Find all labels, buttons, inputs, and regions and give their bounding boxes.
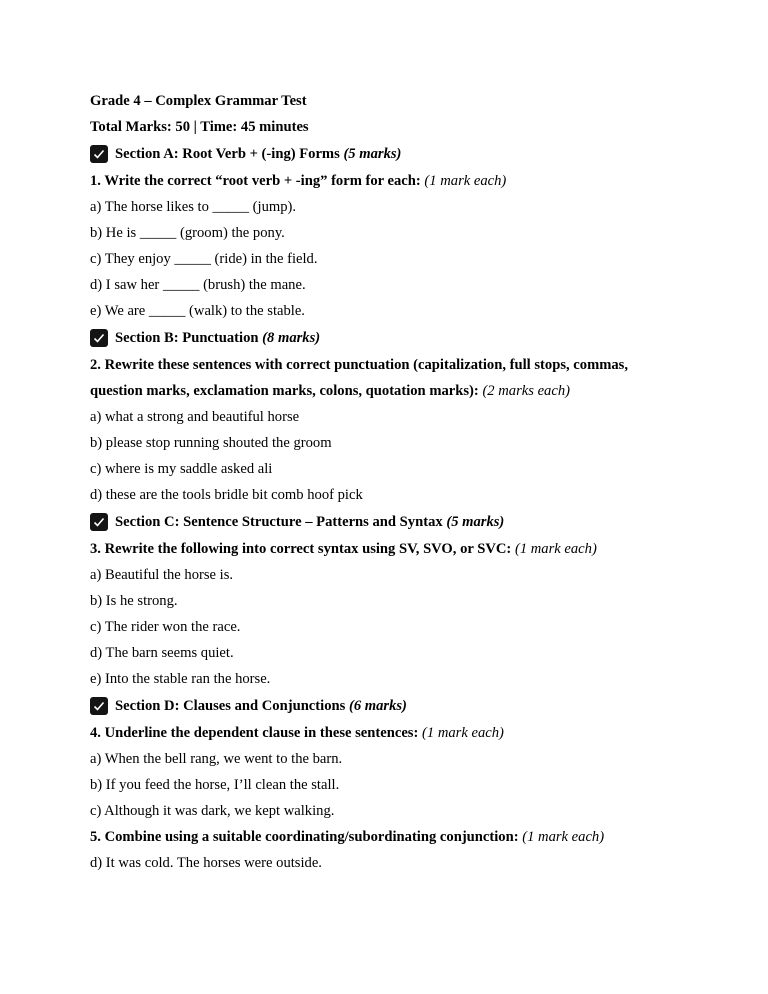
question-1-note: (1 mark each) [424, 173, 507, 189]
list-item: e) We are _____ (walk) to the stable. [90, 303, 305, 319]
list-item: b) Is he strong. [90, 593, 178, 609]
list-item: c) Although it was dark, we kept walking. [90, 803, 335, 819]
question-4-text: 4. Underline the dependent clause in these sentences: [90, 725, 419, 741]
checkmark-icon [90, 145, 108, 163]
checkmark-icon [90, 329, 108, 347]
list-item: d) these are the tools bridle bit comb hoof pick [90, 487, 363, 503]
list-item: c) where is my saddle asked ali [90, 461, 273, 477]
question-3-text: 3. Rewrite the following into correct syntax using SV, SVO, or SVC: [90, 541, 512, 557]
test-title: Grade 4 – Complex Grammar Test [90, 93, 307, 109]
section-c-heading [90, 508, 730, 536]
section-a-marks: (5 marks) [343, 145, 402, 162]
question-3 [90, 536, 730, 562]
test-meta: Total Marks: 50 | Time: 45 minutes [90, 119, 309, 135]
question-2-line1: 2. Rewrite these sentences with correct punctuation (capitalization, full stops, commas, [90, 357, 629, 373]
list-item: e) Into the stable ran the horse. [90, 671, 271, 687]
section-c-title: Section C: Sentence Structure – Patterns and Syntax [115, 513, 443, 530]
question-2-note: (2 marks each) [482, 383, 570, 399]
question-5 [90, 824, 730, 850]
section-a-title: Section A: Root Verb + (-ing) Forms [115, 145, 340, 162]
list-item: a) what a strong and beautiful horse [90, 409, 300, 425]
question-1-text: 1. Write the correct “root verb + -ing” form for each: [90, 173, 421, 189]
list-item: b) If you feed the horse, I’ll clean the stall. [90, 777, 340, 793]
list-item: b) He is _____ (groom) the pony. [90, 225, 285, 241]
list-item: d) The barn seems quiet. [90, 645, 234, 661]
question-2-line2 [90, 378, 730, 404]
list-item: c) The rider won the race. [90, 619, 241, 635]
list-item: b) please stop running shouted the groom [90, 435, 332, 451]
question-5-text: 5. Combine using a suitable coordinating/subordinating conjunction: [90, 829, 519, 845]
section-d-marks: (6 marks) [348, 697, 407, 714]
section-c-marks: (5 marks) [446, 513, 505, 530]
question-2-text: question marks, exclamation marks, colons, quotation marks): [90, 383, 479, 399]
test-page [90, 88, 730, 876]
section-d-heading [90, 692, 730, 720]
section-a-heading [90, 140, 730, 168]
question-1 [90, 168, 730, 194]
section-b-heading [90, 324, 730, 352]
list-item: a) The horse likes to _____ (jump). [90, 199, 297, 215]
question-4 [90, 720, 730, 746]
section-d-title: Section D: Clauses and Conjunctions [115, 697, 346, 714]
list-item: d) I saw her _____ (brush) the mane. [90, 277, 306, 293]
question-5-note: (1 mark each) [522, 829, 605, 845]
question-3-note: (1 mark each) [514, 541, 597, 557]
checkmark-icon [90, 697, 108, 715]
list-item: a) When the bell rang, we went to the barn. [90, 751, 343, 767]
list-item: d) It was cold. The horses were outside. [90, 855, 322, 871]
list-item: c) They enjoy _____ (ride) in the field. [90, 251, 318, 267]
question-4-note: (1 mark each) [422, 725, 504, 741]
section-b-marks: (8 marks) [262, 329, 321, 346]
checkmark-icon [90, 513, 108, 531]
list-item: a) Beautiful the horse is. [90, 567, 234, 583]
section-b-title: Section B: Punctuation [115, 329, 259, 346]
